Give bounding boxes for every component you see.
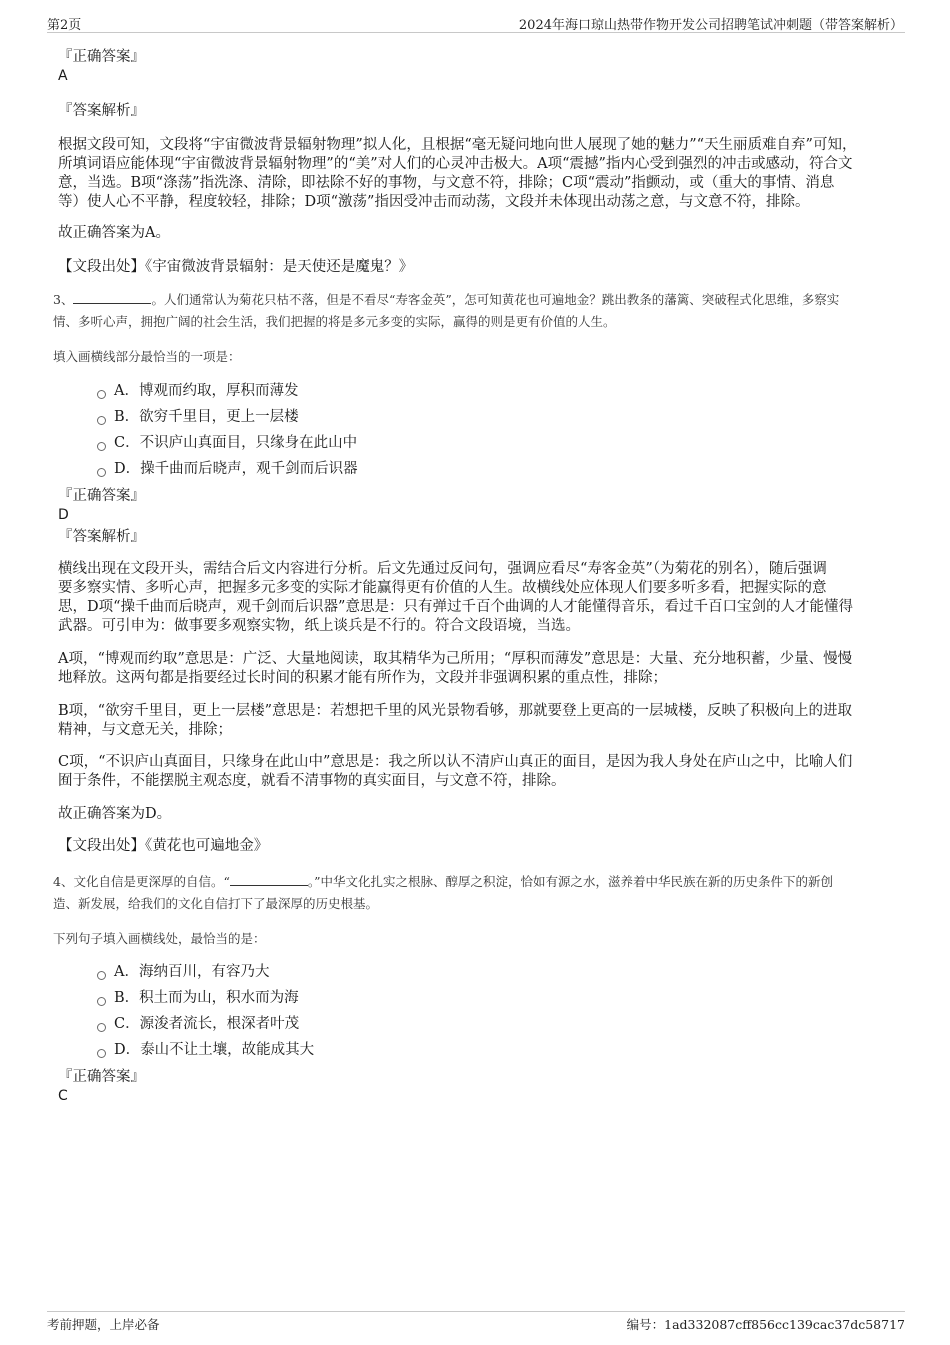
analysis-line: 根据文段可知，文段将“宇宙微波背景辐射物理”拟人化，且根据“毫无疑问地向世人展现了她的魅力”“天生丽质难自弃”可知， — [58, 137, 857, 153]
correct-answer-value: D — [58, 507, 69, 523]
correct-answer-value: A — [58, 68, 68, 84]
document-title: 2024年海口琼山热带作物开发公司招聘笔试冲刺题（带答案解析） — [518, 18, 903, 33]
correct-answer-label: 『正确答案』 — [58, 1069, 145, 1085]
question-stem-line: 造、新发展，给我们的文化自信打下了最深厚的历史根基。 — [53, 896, 379, 911]
question-stem — [53, 871, 905, 915]
source-citation: 【文段出处】《黄花也可遍地金》 — [58, 838, 269, 854]
radio-icon[interactable] — [97, 997, 106, 1006]
analysis-line: 囿于条件，不能摆脱主观态度，就看不清事物的真实面目，与文意不符，排除。 — [58, 773, 566, 789]
option-c[interactable]: C．不识庐山真面目，只缘身在此山中 — [97, 434, 357, 453]
footer-slogan: 考前押题，上岸必备 — [47, 1317, 160, 1332]
question-number: 3、 — [53, 292, 74, 307]
radio-icon[interactable] — [97, 390, 106, 399]
radio-icon[interactable] — [97, 1023, 106, 1032]
analysis-paragraph — [58, 560, 896, 636]
analysis-line: 意，当选。B项“涤荡”指洗涤、清除，即祛除不好的事物，与文意不符，排除；C项“震动”指颤动，或（重大的事情、消息 — [58, 175, 835, 191]
analysis-line: 横线出现在文段开头，需结合后文内容进行分析。后文先通过反问句，强调应看尽“寿客金英”（为菊花的别名），随后强调 — [58, 561, 827, 577]
page-number: 第2页 — [47, 18, 82, 33]
analysis-paragraph — [58, 702, 896, 740]
document-code: 编号：1ad332087cff856cc139cac37dc58717 — [626, 1317, 905, 1332]
analysis-line: A项，“博观而约取”意思是：广泛、大量地阅读，取其精华为己所用；“厚积而薄发”意思是：大量、充分地积蓄，少量、慢慢 — [58, 651, 853, 667]
analysis-line: 所填词语应能体现“宇宙微波背景辐射物理”的“美”对人们的心灵冲击极大。A项“震撼”指内心受到强烈的冲击或感动，符合文 — [58, 156, 853, 172]
analysis-line: 精神，与文意无关，排除； — [58, 722, 232, 738]
analysis-line: B项，“欲穷千里目，更上一层楼”意思是：若想把千里的风光景物看够，那就要登上更高的一层城楼，反映了积极向上的进取 — [58, 703, 852, 719]
question-stem-line: 4、文化自信是更深厚的自信。“ 。”中华文化扎实之根脉、醇厚之积淀，恰如有源之水，滋养着中华民族在新的历史条件下的新创 — [53, 874, 834, 889]
option-a[interactable]: A．海纳百川，有容乃大 — [97, 963, 269, 982]
analysis-paragraph — [58, 753, 896, 791]
option-b[interactable]: B．积土而为山，积水而为海 — [97, 989, 299, 1008]
option-d[interactable]: D．操千曲而后晓声，观千剑而后识器 — [97, 460, 358, 479]
option-d[interactable]: D．泰山不让土壤，故能成其大 — [97, 1041, 314, 1060]
correct-answer-label: 『正确答案』 — [58, 49, 145, 65]
correct-answer-value: C — [58, 1088, 68, 1104]
option-c[interactable]: C．源浚者流长，根深者叶茂 — [97, 1015, 299, 1034]
analysis-label: 『答案解析』 — [58, 103, 145, 119]
correct-answer-label: 『正确答案』 — [58, 488, 145, 504]
fill-blank — [230, 873, 308, 886]
page-header — [47, 12, 905, 33]
analysis-line: 思，D项“操千曲而后晓声，观千剑而后识器”意思是：只有弹过千百个曲调的人才能懂得音乐，看过千百口宝剑的人才能懂得 — [58, 599, 853, 615]
analysis-label: 『答案解析』 — [58, 529, 145, 545]
fill-blank — [73, 291, 151, 304]
radio-icon[interactable] — [97, 416, 106, 425]
conclusion: 故正确答案为A。 — [58, 225, 170, 241]
radio-icon[interactable] — [97, 442, 106, 451]
analysis-paragraph — [58, 650, 896, 688]
page-footer — [47, 1311, 905, 1336]
question-stem-line: 情、多听心声，拥抱广阔的社会生活，我们把握的将是多元多变的实际，赢得的则是更有价值的人生。 — [53, 314, 616, 329]
analysis-line: 地释放。这两句都是指要经过长时间的积累才能有所作为，文段并非强调积累的重点性，排除； — [58, 670, 667, 686]
option-a[interactable]: A．博观而约取，厚积而薄发 — [97, 382, 298, 401]
question-prompt: 下列句子填入画横线处，最恰当的是： — [53, 931, 266, 946]
radio-icon[interactable] — [97, 971, 106, 980]
question-prompt: 填入画横线部分最恰当的一项是： — [53, 349, 241, 364]
question-stem-line: 3、 。人们通常认为菊花只枯不落，但是不看尽“寿客金英”，怎可知黄花也可遍地金？跳出教条的藩篱、突破程式化思维，多察实 — [53, 292, 840, 307]
radio-icon[interactable] — [97, 468, 106, 477]
analysis-line: C项，“不识庐山真面目，只缘身在此山中”意思是：我之所以认不清庐山真正的面目，是因为我人身处在庐山之中，比喻人们 — [58, 754, 853, 770]
analysis-line: 要多察实情、多听心声，把握多元多变的实际才能赢得更有价值的人生。故横线处应体现人们要多听多看，把握实际的意 — [58, 580, 827, 596]
analysis-paragraph — [58, 136, 896, 212]
analysis-line: 武器。可引申为：做事要多观察实物，纸上谈兵是不行的。符合文段语境，当选。 — [58, 618, 580, 634]
option-b[interactable]: B．欲穷千里目，更上一层楼 — [97, 408, 299, 427]
analysis-line: 等）使人心不平静，程度较轻，排除；D项“激荡”指因受冲击而动荡，文段并未体现出动荡之意，与文意不符，排除。 — [58, 194, 810, 210]
source-citation: 【文段出处】《宇宙微波背景辐射：是天使还是魔鬼？》 — [58, 259, 414, 275]
conclusion: 故正确答案为D。 — [58, 806, 172, 822]
radio-icon[interactable] — [97, 1049, 106, 1058]
question-stem — [53, 289, 905, 333]
